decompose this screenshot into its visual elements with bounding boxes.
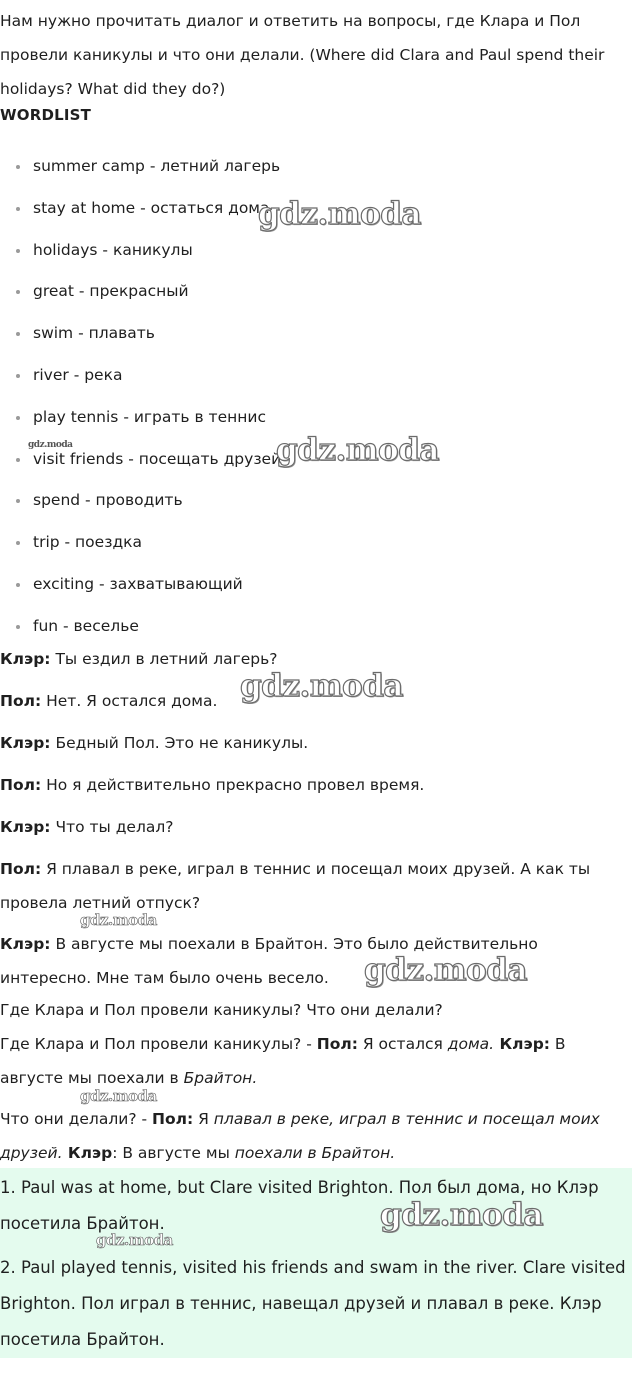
- list-item: exciting - захватывающий: [0, 566, 281, 608]
- watermark-logo: gdz.moda: [258, 196, 421, 232]
- list-item: visit friends - посещать друзей: [0, 441, 281, 483]
- speaker-label: Пол:: [152, 1110, 194, 1128]
- answer-line: [0, 1102, 630, 1170]
- watermark-logo: gdz.moda: [240, 668, 403, 704]
- dialog-line: [0, 650, 278, 668]
- answer-text: Я: [193, 1110, 214, 1128]
- watermark-logo: gdz.moda: [276, 432, 439, 468]
- list-item: stay at home - остаться дома: [0, 190, 281, 232]
- answer-text: Я остался: [357, 1035, 448, 1053]
- dialog-text: Но я действительно прекрасно провел время.: [41, 776, 425, 794]
- list-item: fun - веселье: [0, 608, 281, 650]
- dialog-line: [0, 692, 217, 710]
- watermark-logo: gdz.moda: [96, 1231, 173, 1249]
- answer-emphasis: Брайтон.: [183, 1069, 258, 1087]
- speaker-label: Клэр:: [0, 935, 51, 953]
- wordlist-heading: WORDLIST: [0, 106, 92, 124]
- dialog-line: [0, 927, 630, 995]
- list-item: great - прекрасный: [0, 273, 281, 315]
- watermark-logo: gdz.moda: [380, 1197, 543, 1233]
- dialog-text: Нет. Я остался дома.: [41, 692, 218, 710]
- answer-question: Что они делали? -: [0, 1110, 152, 1128]
- list-item: trip - поездка: [0, 524, 281, 566]
- speaker-label: Клэр:: [0, 650, 51, 668]
- list-item: summer camp - летний лагерь: [0, 148, 281, 190]
- speaker-label: Клэр:: [0, 818, 51, 836]
- answer-emphasis: плавал в реке, играл в теннис и посещал моих друзей.: [0, 1110, 600, 1162]
- answer-text: : В августе мы: [112, 1144, 235, 1162]
- question-text: Где Клара и Пол провели каникулы? Что они делали?: [0, 1001, 443, 1019]
- intro-text: Нам нужно прочитать диалог и ответить на вопросы, где Клара и Пол провели каникулы и что они делали. (Where did Clara and Paul spend their holidays? What did they do?): [0, 12, 605, 98]
- list-item: spend - проводить: [0, 482, 281, 524]
- final-answer-1: 1. Paul was at home, but Clare visited Brighton. Пол был дома, но Клэр посетила Брайтон.: [0, 1178, 599, 1233]
- dialog-line: [0, 776, 424, 794]
- speaker-label: Клэр:: [0, 734, 51, 752]
- dialog-line: [0, 734, 308, 752]
- dialog-line: [0, 852, 630, 920]
- speaker-label: Клэр: [62, 1144, 113, 1162]
- speaker-label: Пол:: [0, 692, 42, 710]
- speaker-label: Пол:: [316, 1035, 358, 1053]
- answer-emphasis: дома.: [447, 1035, 495, 1053]
- list-item: holidays - каникулы: [0, 232, 281, 274]
- dialog-text: Бедный Пол. Это не каникулы.: [50, 734, 309, 752]
- speaker-label: Пол:: [0, 860, 42, 878]
- dialog-text: Я плавал в реке, играл в теннис и посещал моих друзей. А как ты провела летний отпуск?: [0, 860, 591, 912]
- answer-text: В августе мы поехали в: [0, 1035, 566, 1087]
- answer-emphasis: поехали в Брайтон.: [234, 1144, 396, 1162]
- list-item: play tennis - играть в теннис: [0, 399, 281, 441]
- dialog-text: В августе мы поехали в Брайтон. Это было действительно интересно. Мне там было очень весело.: [0, 935, 538, 987]
- answer-line: [0, 1027, 630, 1095]
- watermark-logo: gdz.moda: [364, 952, 527, 988]
- answer-question: Где Клара и Пол провели каникулы? -: [0, 1035, 317, 1053]
- dialog-text: Ты ездил в летний лагерь?: [50, 650, 278, 668]
- watermark-logo: gdz.moda: [28, 440, 73, 450]
- dialog-text: Что ты делал?: [50, 818, 174, 836]
- watermark-logo: gdz.moda: [80, 911, 157, 929]
- final-answer-2: 2. Paul played tennis, visited his friends and swam in the river. Clare visited Brighton. Пол играл в теннис, навещал друзей и плавал в реке. Клэр посетила Брайтон.: [0, 1258, 626, 1349]
- speaker-label: Клэр:: [494, 1035, 550, 1053]
- speaker-label: Пол:: [0, 776, 42, 794]
- watermark-logo: gdz.moda: [80, 1087, 157, 1105]
- list-item: swim - плавать: [0, 315, 281, 357]
- wordlist: [0, 148, 281, 650]
- list-item: river - река: [0, 357, 281, 399]
- dialog-line: [0, 818, 174, 836]
